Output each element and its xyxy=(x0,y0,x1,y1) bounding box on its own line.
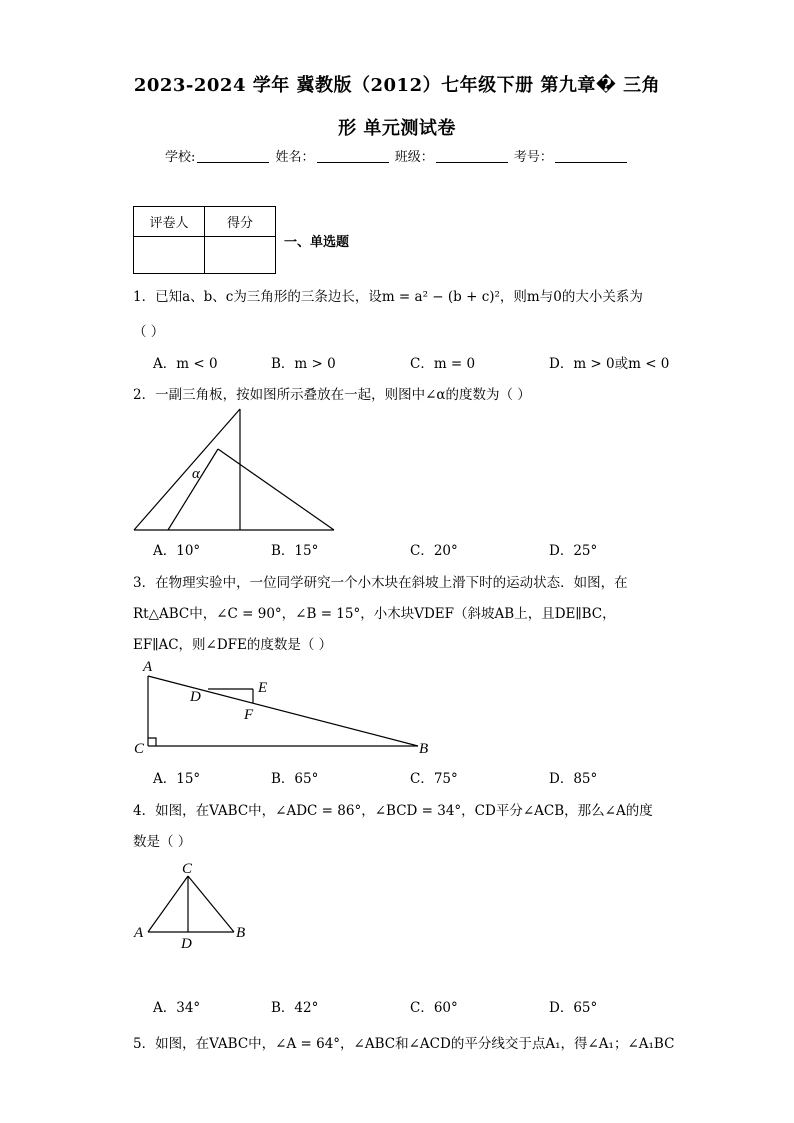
question-3-text: 3．在物理实验中，一位同学研究一个小木块在斜坡上滑下时的运动状态．如图，在 xyxy=(133,575,628,591)
q1-option-d[interactable]: D．m > 0或m < 0 xyxy=(549,356,670,372)
reviewer-header: 评卷人 xyxy=(134,207,205,237)
q4-side-ac xyxy=(148,876,188,932)
number-label: 考号： xyxy=(513,150,553,165)
question-4-text-cont: 数是（ ） xyxy=(133,834,192,850)
q3-label-d: D xyxy=(190,689,201,705)
q3-option-d[interactable]: D．85° xyxy=(549,771,598,787)
q2-option-d[interactable]: D．25° xyxy=(549,543,598,559)
q4-option-d[interactable]: D．65° xyxy=(549,1000,598,1016)
q2-alpha-label: α xyxy=(192,466,200,482)
q4-label-c: C xyxy=(182,861,193,877)
q3-label-b: B xyxy=(419,741,429,757)
section-heading: 一、单选题 xyxy=(284,235,350,250)
question-3-text-cont2: EF∥AC，则∠DFE的度数是（ ） xyxy=(133,637,333,653)
q3-label-f: F xyxy=(244,707,254,723)
q1-option-b[interactable]: B．m > 0 xyxy=(271,356,336,372)
document-title-line1: 2023-2024 学年 冀教版（2012）七年级下册 第九章� 三角 xyxy=(133,75,661,96)
school-label: 学校: xyxy=(165,150,196,165)
q4-option-c[interactable]: C．60° xyxy=(410,1000,458,1016)
q1-option-c[interactable]: C．m = 0 xyxy=(410,356,476,372)
q3-option-b[interactable]: B．65° xyxy=(271,771,319,787)
q4-label-a: A xyxy=(134,925,144,941)
q4-option-a[interactable]: A．34° xyxy=(153,1000,201,1016)
question-5-text: 5．如图，在VABC中，∠A = 64°，∠ABC和∠ACD的平分线交于点A₁，得∠A₁；∠A₁BC xyxy=(133,1036,675,1052)
q3-label-c: C xyxy=(134,741,145,757)
q3-label-e: E xyxy=(258,680,268,696)
q4-side-bc xyxy=(188,876,234,932)
question-3-text-cont1: Rt△ABC中，∠C = 90°，∠B = 15°，小木块VDEF（斜坡AB上，且DE∥BC， xyxy=(133,606,616,622)
question-1-text-cont: （ ） xyxy=(133,324,165,340)
q2-option-b[interactable]: B．15° xyxy=(271,543,319,559)
q3-label-a: A xyxy=(143,659,153,675)
q3-option-a[interactable]: A．15° xyxy=(153,771,201,787)
class-label: 班级： xyxy=(394,150,434,165)
question-4-text: 4．如图，在VABC中，∠ADC = 86°，∠BCD = 34°，CD平分∠ACB，那么∠A的度 xyxy=(133,803,653,819)
q4-label-b: B xyxy=(236,925,246,941)
question-1-text: 1．已知a、b、c为三角形的三条边长，设m = a² − (b + c)²，则m与0的大小关系为 xyxy=(133,289,643,305)
q2-option-c[interactable]: C．20° xyxy=(410,543,458,559)
q3-option-c[interactable]: C．75° xyxy=(410,771,458,787)
document-title-line2: 形 单元测试卷 xyxy=(338,118,456,139)
q2-option-a[interactable]: A．10° xyxy=(153,543,201,559)
q1-option-a[interactable]: A．m < 0 xyxy=(153,356,218,372)
question-2-text: 2．一副三角板，按如图所示叠放在一起，则图中∠α的度数为（ ） xyxy=(133,387,531,403)
name-label: 姓名： xyxy=(275,150,315,165)
q4-label-d: D xyxy=(181,936,192,952)
score-header: 得分 xyxy=(205,207,276,237)
q4-option-b[interactable]: B．42° xyxy=(271,1000,319,1016)
